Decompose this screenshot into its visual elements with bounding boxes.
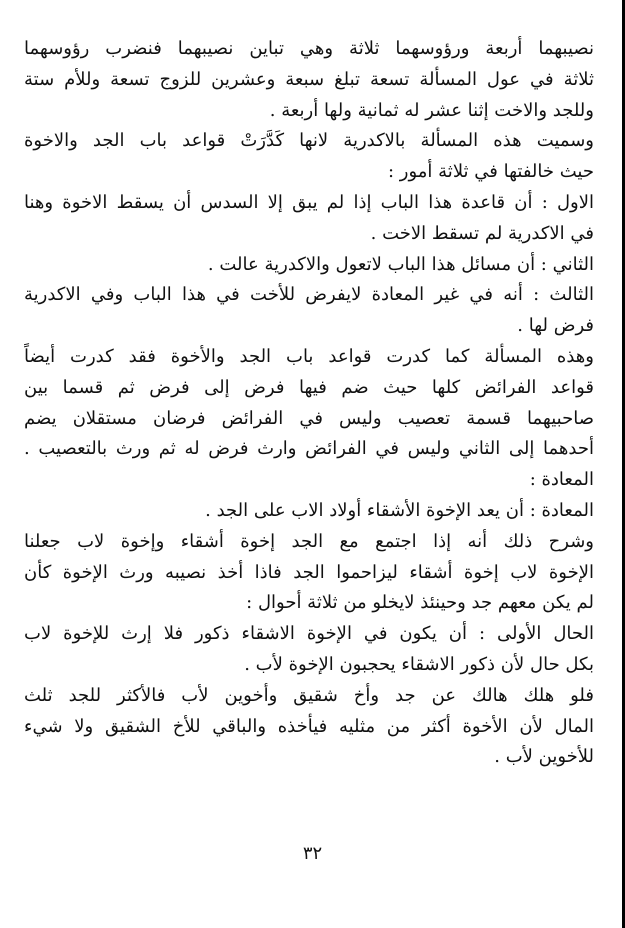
text-line: أحدهما إلى الثاني وليس في الفرائض وارث فرض له ثم ورث بالتعصيب .: [24, 438, 594, 460]
body-text: [24, 34, 594, 773]
text-line: فرض لها .: [517, 315, 594, 337]
text-line: الإخوة لاب إخوة أشقاء ليزاحموا الجد فاذا أخذ نصيبه ورث الإخوة كأن: [24, 561, 594, 583]
text-line: فلو هلك هالك عن جد وأخ شقيق وأخوين لأب فالأكثر للجد ثلث: [24, 684, 594, 706]
text-line: لم يكن معهم جد وحينئذ لايخلو من ثلاثة أحوال :: [246, 592, 594, 614]
text-line: وهذه المسألة كما كدرت قواعد باب الجد والأخوة فقد كدرت أيضاً: [24, 345, 594, 367]
text-line: قواعد الفرائض كلها حيث ضم فيها فرض إلى فرض ثم قسما بين: [24, 376, 594, 398]
text-line: وسميت هذه المسألة بالاكدرية لانها كَدَّرَتْ قواعد باب الجد والاخوة: [24, 130, 594, 152]
text-line: الحال الأولى : أن يكون في الإخوة الاشقاء ذكور فلا إرث للإخوة لاب: [24, 623, 594, 645]
text-line: ثلاثة في عول المسألة تسعة تبلغ سبعة وعشرين للزوج تسعة وللأم ستة: [24, 68, 594, 90]
text-line: حيث خالفتها في ثلاثة أمور :: [388, 161, 594, 183]
text-line: الثاني : أن مسائل هذا الباب لاتعول والاكدرية عالت .: [207, 253, 594, 275]
text-line: المعادة :: [529, 469, 594, 491]
text-line: للأخوين لأب .: [494, 746, 594, 768]
text-line: الثالث : أنه في غير المعادة لايفرض للأخت في هذا الباب وفي الاكدرية: [24, 284, 594, 306]
text-line: وللجد والاخت إثنا عشر له ثمانية ولها أربعة .: [269, 99, 594, 121]
text-line: نصيبهما أربعة ورؤوسهما ثلاثة وهي تباين نصيبهما فنضرب رؤوسهما: [24, 38, 594, 59]
page-number: ٣٢: [302, 843, 323, 864]
text-line: بكل حال لأن ذكور الاشقاء يحجبون الإخوة لأب .: [244, 653, 594, 675]
text-line: وشرح ذلك أنه إذا اجتمع مع الجد إخوة أشقاء وإخوة لاب جعلنا: [24, 530, 594, 552]
text-line: في الاكدرية لم تسقط الاخت .: [370, 222, 594, 244]
text-line: المال لأن الأخوة أكثر من مثليه فيأخذه والباقي للأخ الشقيق ولا شيء: [24, 715, 594, 737]
text-line: الاول : أن قاعدة هذا الباب إذا لم يبق إلا السدس أن يسقط الاخوة وهنا: [24, 191, 594, 213]
text-line: صاحبيهما قسمة تعصيب وليس في الفرائض فرضان مستقلان يضم: [24, 407, 594, 429]
text-line: المعادة : أن يعد الإخوة الأشقاء أولاد الاب على الجد .: [205, 499, 594, 521]
